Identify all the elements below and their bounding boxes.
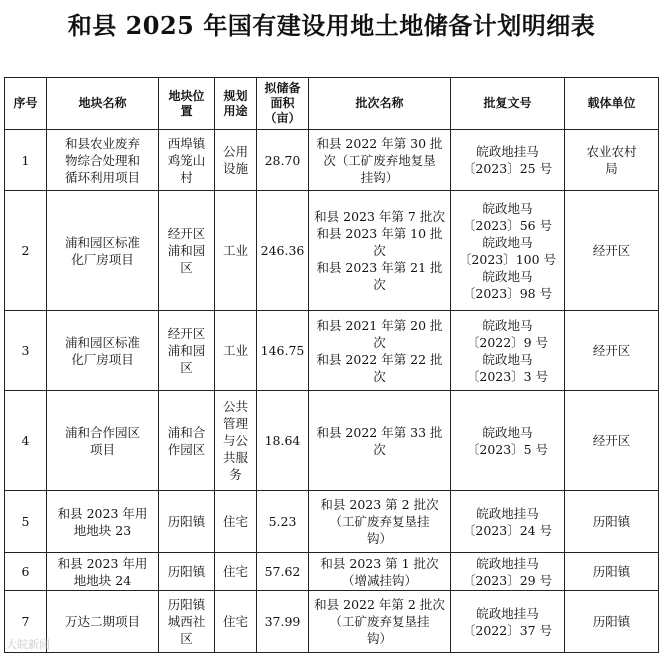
cell-unit: 经开区 <box>565 391 659 491</box>
cell-area: 37.99 <box>257 591 309 653</box>
cell-name: 和县 2023 年用 地地块 24 <box>47 553 159 591</box>
table-row <box>5 191 659 311</box>
cell-location: 浦和合 作园区 <box>159 391 215 491</box>
header-approval: 批复文号 <box>451 78 565 130</box>
cell-approval: 皖政地挂马 〔2023〕24 号 <box>451 491 565 553</box>
cell-approval: 皖政地挂马 〔2023〕29 号 <box>451 553 565 591</box>
cell-area: 5.23 <box>257 491 309 553</box>
cell-location: 经开区 浦和园 区 <box>159 191 215 311</box>
cell-name: 万达二期项目 <box>47 591 159 653</box>
document-title: 和县 2025 年国有建设用地土地储备计划明细表 <box>67 11 596 40</box>
cell-approval: 皖政地马 〔2023〕56 号 皖政地马 〔2023〕100 号 皖政地马 〔2023〕98 号 <box>451 191 565 311</box>
cell-seq: 7 <box>5 591 47 653</box>
cell-area: 18.64 <box>257 391 309 491</box>
cell-area: 28.70 <box>257 130 309 191</box>
cell-name: 浦和园区标准 化厂房项目 <box>47 191 159 311</box>
cell-unit: 历阳镇 <box>565 591 659 653</box>
cell-batch: 和县 2023 年第 7 批次 和县 2023 年第 10 批 次 和县 2023 年第 21 批 次 <box>309 191 451 311</box>
cell-area: 57.62 <box>257 553 309 591</box>
cell-name: 和县 2023 年用 地地块 23 <box>47 491 159 553</box>
cell-batch: 和县 2023 第 1 批次 （增减挂钩） <box>309 553 451 591</box>
cell-seq: 2 <box>5 191 47 311</box>
land-reserve-table <box>4 77 659 653</box>
cell-usage: 住宅 <box>215 491 257 553</box>
cell-seq: 1 <box>5 130 47 191</box>
cell-usage: 工业 <box>215 311 257 391</box>
header-location: 地块位 置 <box>159 78 215 130</box>
cell-seq: 5 <box>5 491 47 553</box>
cell-batch: 和县 2023 第 2 批次 （工矿废弃复垦挂 钩） <box>309 491 451 553</box>
cell-unit: 经开区 <box>565 311 659 391</box>
table-row <box>5 311 659 391</box>
cell-seq: 3 <box>5 311 47 391</box>
cell-usage: 工业 <box>215 191 257 311</box>
cell-area: 146.75 <box>257 311 309 391</box>
cell-approval: 皖政地挂马 〔2023〕25 号 <box>451 130 565 191</box>
cell-approval: 皖政地马 〔2022〕9 号 皖政地马 〔2023〕3 号 <box>451 311 565 391</box>
header-batch: 批次名称 <box>309 78 451 130</box>
cell-usage: 住宅 <box>215 591 257 653</box>
table-row <box>5 553 659 591</box>
cell-batch: 和县 2022 年第 30 批 次（工矿废弃地复垦 挂钩） <box>309 130 451 191</box>
cell-usage: 公用 设施 <box>215 130 257 191</box>
cell-name: 浦和园区标准 化厂房项目 <box>47 311 159 391</box>
cell-location: 历阳镇 <box>159 491 215 553</box>
cell-batch: 和县 2021 年第 20 批 次 和县 2022 年第 22 批 次 <box>309 311 451 391</box>
cell-usage: 住宅 <box>215 553 257 591</box>
cell-name: 浦和合作园区 项目 <box>47 391 159 491</box>
cell-location: 历阳镇 城西社 区 <box>159 591 215 653</box>
table-row <box>5 591 659 653</box>
cell-name: 和县农业废弃 物综合处理和 循环利用项目 <box>47 130 159 191</box>
cell-unit: 农业农村 局 <box>565 130 659 191</box>
cell-unit: 经开区 <box>565 191 659 311</box>
cell-seq: 6 <box>5 553 47 591</box>
header-name: 地块名称 <box>47 78 159 130</box>
cell-batch: 和县 2022 年第 2 批次 （工矿废弃复垦挂 钩） <box>309 591 451 653</box>
cell-usage: 公共 管理 与公 共服 务 <box>215 391 257 491</box>
cell-unit: 历阳镇 <box>565 491 659 553</box>
table-row <box>5 491 659 553</box>
table-row <box>5 130 659 191</box>
table-row <box>5 391 659 491</box>
cell-location: 西埠镇 鸡笼山 村 <box>159 130 215 191</box>
cell-approval: 皖政地挂马 〔2022〕37 号 <box>451 591 565 653</box>
cell-batch: 和县 2022 年第 33 批 次 <box>309 391 451 491</box>
cell-area: 246.36 <box>257 191 309 311</box>
cell-unit: 历阳镇 <box>565 553 659 591</box>
table-header-row <box>5 78 659 130</box>
cell-location: 经开区 浦和园 区 <box>159 311 215 391</box>
header-unit: 载体单位 <box>565 78 659 130</box>
watermark-logo: 大皖新闻 <box>6 638 50 651</box>
cell-location: 历阳镇 <box>159 553 215 591</box>
cell-seq: 4 <box>5 391 47 491</box>
header-usage: 规划 用途 <box>215 78 257 130</box>
cell-approval: 皖政地马 〔2023〕5 号 <box>451 391 565 491</box>
header-seq: 序号 <box>5 78 47 130</box>
header-area: 拟储备 面积 （亩） <box>257 78 309 130</box>
